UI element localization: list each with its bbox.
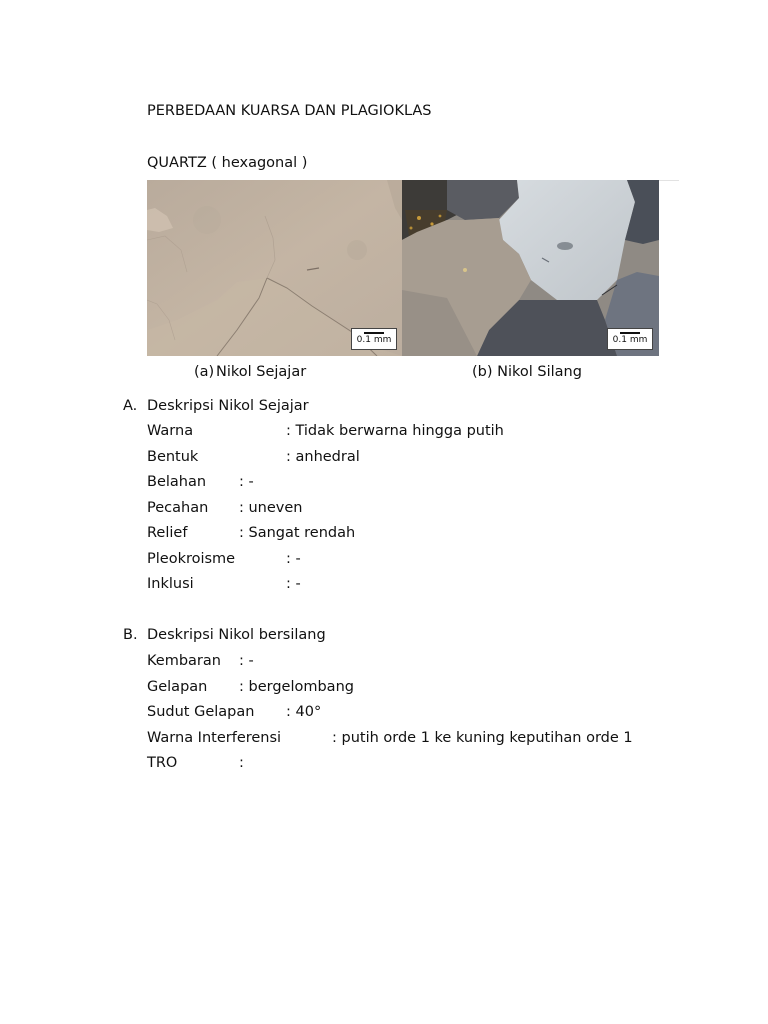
row-label-gelapan: Gelapan: [147, 679, 208, 695]
row-value-pecahan: : uneven: [239, 500, 303, 516]
row-label-relief: Relief: [147, 525, 188, 541]
scale-bar-a-line: [364, 332, 384, 334]
row-value-gelapan: : bergelombang: [239, 679, 354, 695]
mineral-heading: QUARTZ ( hexagonal ): [147, 155, 308, 171]
row-label-warna: Warna: [147, 423, 194, 439]
row-value-kembaran: : -: [239, 653, 254, 669]
scale-bar-a-label: 0.1 mm: [356, 335, 392, 345]
scale-bar-b: [607, 328, 653, 350]
row-label-inklusi: Inklusi: [147, 576, 194, 592]
scale-bar-b-label: 0.1 mm: [612, 335, 648, 345]
row-value-inklusi: : -: [286, 576, 301, 592]
caption-b-text: (b) Nikol Silang: [472, 364, 582, 380]
caption-a-number: (a): [194, 364, 215, 380]
row-label-kembaran: Kembaran: [147, 653, 221, 669]
row-label-sudut-gelapan: Sudut Gelapan: [147, 704, 255, 720]
row-label-pecahan: Pecahan: [147, 500, 209, 516]
row-label-pleokroisme: Pleokroisme: [147, 551, 236, 567]
scale-bar-a: [351, 328, 397, 350]
row-value-sudut-gelapan: : 40°: [286, 704, 322, 720]
row-label-tro: TRO: [147, 755, 178, 771]
section-a-marker: A.: [123, 398, 138, 414]
row-label-belahan: Belahan: [147, 474, 207, 490]
row-label-bentuk: Bentuk: [147, 449, 199, 465]
row-value-relief: : Sangat rendah: [239, 525, 356, 541]
row-value-warna: : Tidak berwarna hingga putih: [286, 423, 504, 439]
document-title: PERBEDAAN KUARSA DAN PLAGIOKLAS: [147, 103, 432, 119]
thin-section-figure: [147, 180, 659, 356]
row-label-warna-interferensi: Warna Interferensi: [147, 730, 282, 746]
row-value-bentuk: : anhedral: [286, 449, 360, 465]
caption-a-text: Nikol Sejajar: [216, 364, 307, 380]
row-value-belahan: : -: [239, 474, 254, 490]
scale-bar-b-line: [620, 332, 640, 334]
section-a-heading: Deskripsi Nikol Sejajar: [147, 398, 309, 414]
row-value-pleokroisme: : -: [286, 551, 301, 567]
row-value-warna-interferensi: : putih orde 1 ke kuning keputihan orde 1: [332, 730, 633, 746]
thin-section-photo-image: [147, 180, 659, 356]
section-b-marker: B.: [123, 627, 138, 643]
section-b-heading: Deskripsi Nikol bersilang: [147, 627, 326, 643]
row-value-tro: :: [239, 755, 244, 771]
